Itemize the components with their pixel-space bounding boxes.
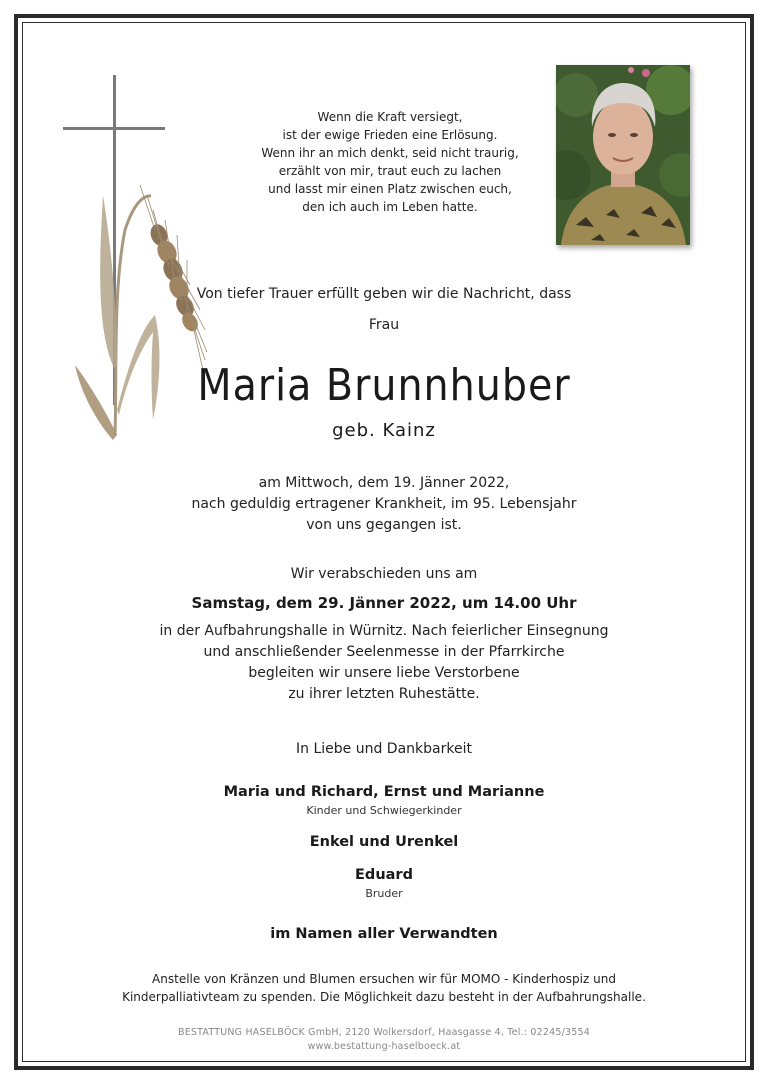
death-notice xyxy=(0,473,768,536)
mourner-names: Eduard xyxy=(355,867,413,883)
announcement-intro: Von tiefer Trauer erfüllt geben wir die Nachricht, dass xyxy=(196,286,572,302)
mourner-names: Maria und Richard, Ernst und Marianne xyxy=(223,784,545,800)
relatives-line: im Namen aller Verwandten xyxy=(270,926,498,942)
death-line: am Mittwoch, dem 19. Jänner 2022, xyxy=(258,475,510,491)
mourner-names: Enkel und Urenkel xyxy=(309,834,459,850)
ceremony-line: und anschließender Seelenmesse in der Pfarrkirche xyxy=(203,644,565,660)
funeral-home-footer xyxy=(0,1026,768,1054)
ceremony-line: zu ihrer letzten Ruhestätte. xyxy=(288,686,480,702)
maiden-name: geb. Kainz xyxy=(332,420,436,441)
poem-line: erzählt von mir, traut euch zu lachen xyxy=(278,164,502,178)
portrait-photo xyxy=(556,65,690,245)
donation-line: Anstelle von Kränzen und Blumen ersuchen wir für MOMO - Kinderhospiz und xyxy=(152,972,616,986)
closing-phrase: In Liebe und Dankbarkeit xyxy=(296,741,472,757)
poem xyxy=(250,108,530,216)
deceased-name: Maria Brunnhuber xyxy=(197,360,571,411)
poem-line: Wenn die Kraft versiegt, xyxy=(317,110,463,124)
title-prefix: Frau xyxy=(368,317,400,333)
mourner-relation: Bruder xyxy=(365,887,403,900)
website-link[interactable]: www.bestattung-haselboeck.at xyxy=(307,1041,461,1052)
ceremony-details xyxy=(0,621,768,705)
death-line: von uns gegangen ist. xyxy=(306,517,462,533)
company-address: BESTATTUNG HASELBÖCK GmbH, 2120 Wolkersdorf, Haasgasse 4, Tel.: 02245/3554 xyxy=(178,1027,590,1038)
mourner-relation: Kinder und Schwiegerkinder xyxy=(306,804,462,817)
ceremony-line: in der Aufbahrungshalle in Würnitz. Nach feierlicher Einsegnung xyxy=(159,623,609,639)
ceremony-date: Samstag, dem 29. Jänner 2022, um 14.00 Uhr xyxy=(191,594,577,612)
poem-line: und lasst mir einen Platz zwischen euch, xyxy=(268,182,512,196)
ceremony-line: begleiten wir unsere liebe Verstorbene xyxy=(248,665,520,681)
donation-line: Kinderpalliativteam zu spenden. Die Möglichkeit dazu besteht in der Aufbahrungshalle. xyxy=(122,990,646,1004)
poem-line: ist der ewige Frieden eine Erlösung. xyxy=(282,128,498,142)
death-line: nach geduldig ertragener Krankheit, im 95. Lebensjahr xyxy=(191,496,577,512)
poem-line: den ich auch im Leben hatte. xyxy=(302,200,478,214)
donation-request xyxy=(0,970,768,1006)
farewell-text: Wir verabschieden uns am xyxy=(290,566,478,582)
poem-line: Wenn ihr an mich denkt, seid nicht traurig, xyxy=(261,146,519,160)
